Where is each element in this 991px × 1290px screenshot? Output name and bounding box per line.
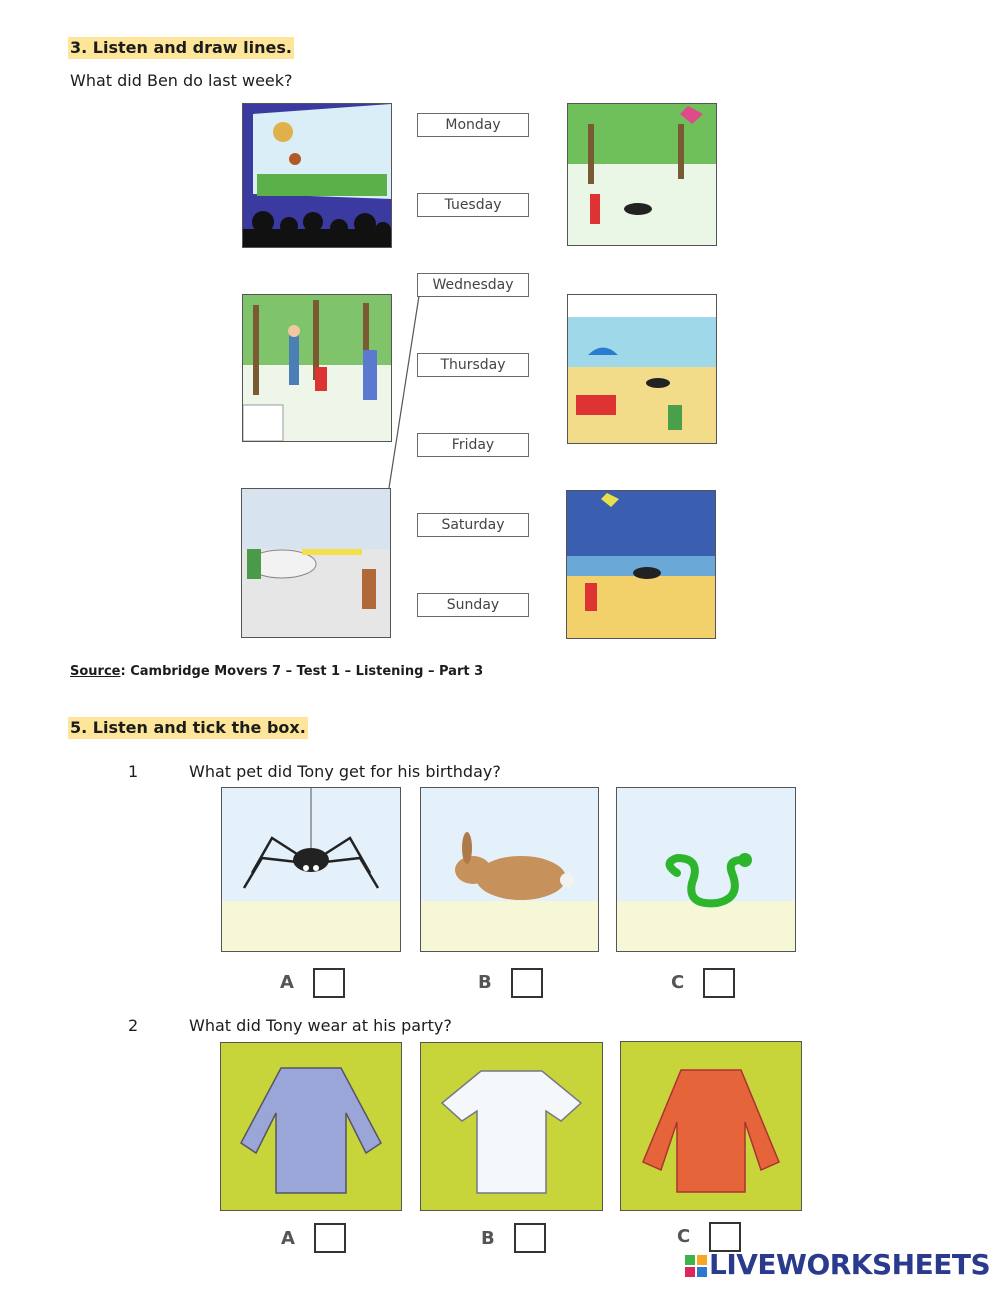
cinema-picture	[242, 103, 392, 248]
day-saturday: Saturday	[417, 513, 529, 537]
q1-option-b-checkbox[interactable]	[511, 968, 543, 998]
day-sunday: Sunday	[417, 593, 529, 617]
q1-option-c-checkbox[interactable]	[703, 968, 735, 998]
snake-picture	[616, 787, 796, 952]
rabbit-picture	[420, 787, 599, 952]
day-wednesday: Wednesday	[417, 273, 529, 297]
tshirt-picture	[420, 1042, 603, 1211]
spider-picture	[221, 787, 401, 952]
liveworksheets-logo-icon	[685, 1255, 707, 1277]
q2-text: What did Tony wear at his party?	[189, 1016, 452, 1035]
kite-beach-picture	[566, 490, 716, 639]
q2-option-a-checkbox[interactable]	[314, 1223, 346, 1253]
park-picnic-picture	[242, 294, 392, 442]
q2-number: 2	[128, 1016, 139, 1035]
q1-option-a-checkbox[interactable]	[313, 968, 345, 998]
source-label: Source	[70, 664, 121, 679]
q2-option-a-label: A	[281, 1228, 295, 1249]
q1-text: What pet did Tony get for his birthday?	[189, 762, 501, 781]
section3-question: What did Ben do last week?	[70, 71, 293, 90]
shirt-picture	[220, 1042, 402, 1211]
day-monday: Monday	[417, 113, 529, 137]
q1-option-a-label: A	[280, 972, 294, 993]
q2-option-b-label: B	[481, 1228, 495, 1249]
helicopter-picture	[241, 488, 391, 638]
section5-heading: 5. Listen and tick the box.	[70, 718, 306, 737]
source-line	[70, 664, 483, 679]
q1-number: 1	[128, 762, 139, 781]
q2-option-c-label: C	[677, 1226, 691, 1247]
sweater-picture	[620, 1041, 802, 1211]
kite-park-picture	[567, 103, 717, 246]
example-line	[385, 290, 425, 490]
beach-picture	[567, 294, 717, 444]
day-tuesday: Tuesday	[417, 193, 529, 217]
q1-option-b-label: B	[478, 972, 492, 993]
liveworksheets-brand: LIVEWORKSHEETS	[709, 1248, 991, 1281]
source-text: : Cambridge Movers 7 – Test 1 – Listening – Part 3	[120, 664, 484, 679]
q2-option-b-checkbox[interactable]	[514, 1223, 546, 1253]
section3-heading: 3. Listen and draw lines.	[70, 38, 292, 57]
q1-option-c-label: C	[671, 972, 685, 993]
day-friday: Friday	[417, 433, 529, 457]
day-thursday: Thursday	[417, 353, 529, 377]
